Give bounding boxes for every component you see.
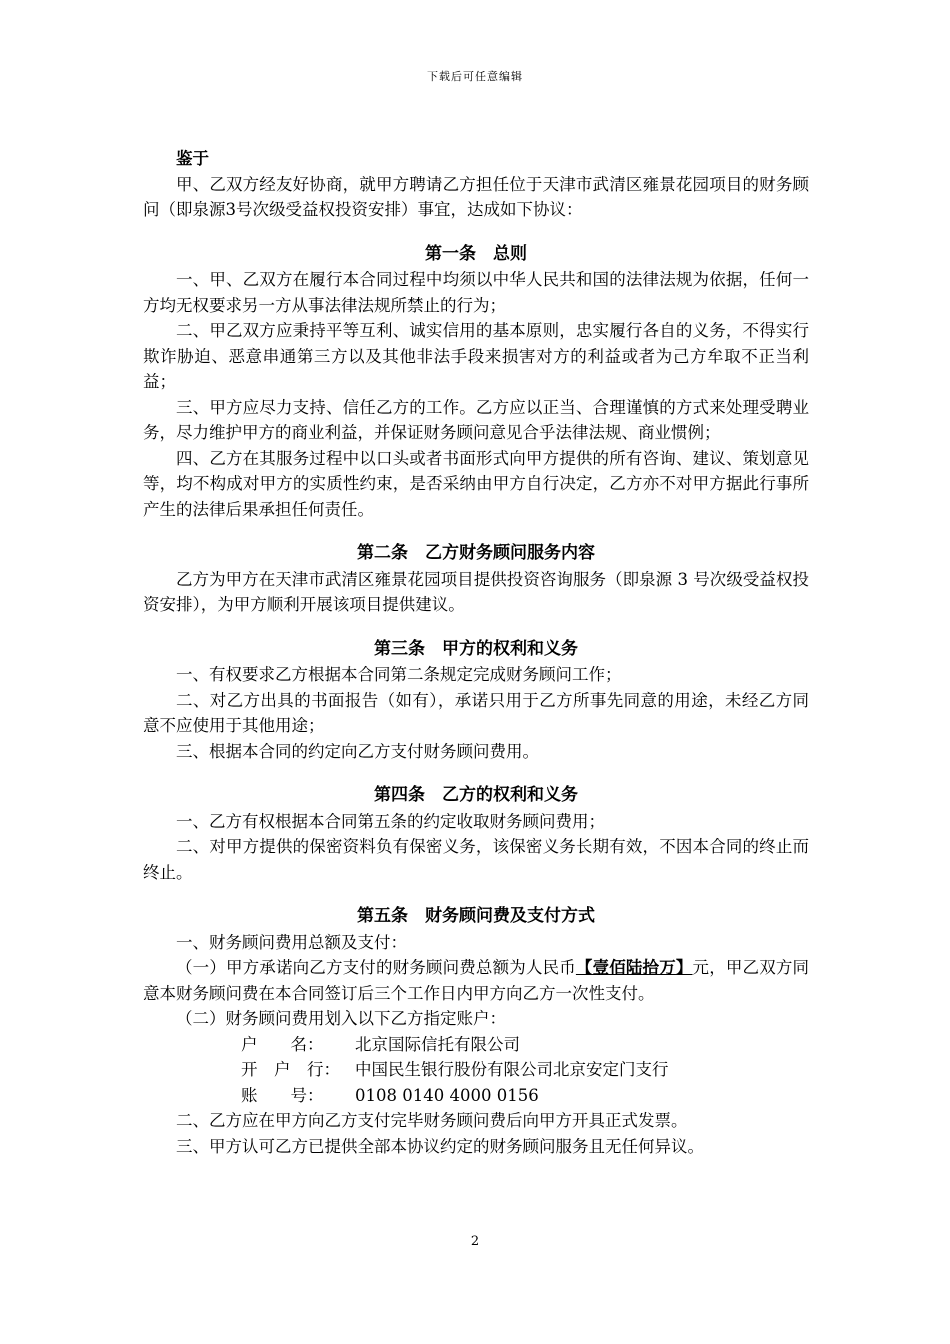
article-5-sub-1 (143, 955, 809, 1006)
article-2-text: 乙方为甲方在天津市武清区雍景花园项目提供投资咨询服务（即泉源 3 号次级受益权投资安排），为甲方顺利开展该项目提供建议。 (143, 569, 809, 614)
preamble-heading: 鉴于 (176, 149, 209, 168)
article-3-item: 二、对乙方出具的书面报告（如有），承诺只用于乙方所事先同意的用途，未经乙方同意不应使用于其他用途； (143, 690, 809, 735)
fee-amount: 【壹佰陆拾万】 (575, 958, 693, 977)
account-label: 开 户 行： (241, 1060, 340, 1079)
sub-1-text-cont: 元，甲乙双方同意本财务顾问费在本合同签订后三个工作日内甲方向乙方一次性支付。 (143, 958, 810, 1003)
article-3-item: 一、有权要求乙方根据本合同第二条规定完成财务顾问工作； (176, 665, 622, 684)
account-value: 0108 0140 4000 0156 (355, 1085, 539, 1105)
preamble-text: 甲、乙双方经友好协商，就甲方聘请乙方担任位于天津市武清区雍景花园项目的财务顾问（即泉源3号次级受益权投资安排）事宜，达成如下协议： (143, 174, 809, 219)
article-5-item-3: 三、甲方认可乙方已提供全部本协议约定的财务顾问服务且无任何异议。 (176, 1136, 704, 1156)
article-5-sub-2: （二）财务顾问费用划入以下乙方指定账户： (176, 1009, 506, 1028)
article-2-title: 第二条 乙方财务顾问服务内容 (357, 543, 595, 563)
account-row-name (143, 1032, 809, 1058)
article-1-item: 四、乙方在其服务过程中以口头或者书面形式向甲方提供的所有咨询、建议、策划意见等，均不构成对甲方的实质性约束，是否采纳由甲方自行决定，乙方亦不对甲方据此行事所产生的法律后果承担任何责任。 (143, 448, 809, 519)
article-5-item-1: 一、财务顾问费用总额及支付： (176, 932, 407, 952)
article-5-item-2: 二、乙方应在甲方向乙方支付完毕财务顾问费后向甲方开具正式发票。 (176, 1111, 688, 1130)
page-number: 2 (470, 1234, 480, 1249)
account-label: 账 号： (241, 1085, 324, 1105)
document-body (143, 146, 809, 1159)
article-1-item: 一、甲、乙双方在履行本合同过程中均须以中华人民共和国的法律法规为依据，任何一方均无权要求另一方从事法律法规所禁止的行为； (143, 270, 809, 315)
article-3-item: 三、根据本合同的约定向乙方支付财务顾问费用。 (176, 741, 539, 761)
account-value: 北京国际信托有限公司 (355, 1034, 520, 1054)
account-value: 中国民生银行股份有限公司北京安定门支行 (355, 1060, 669, 1079)
account-row-bank (143, 1057, 809, 1083)
account-label: 户 名： (241, 1034, 324, 1054)
article-5-title: 第五条 财务顾问费及支付方式 (357, 906, 595, 926)
article-1-item: 二、甲乙双方应秉持平等互利、诚实信用的基本原则，忠实履行各自的义务，不得实行欺诈胁迫、恶意串通第三方以及其他非法手段来损害对方的利益或者为己方牟取不正当利益； (143, 321, 809, 391)
page-header: 下载后可任意编辑 (427, 70, 523, 83)
account-row-number (143, 1083, 809, 1109)
article-4-item: 一、乙方有权根据本合同第五条的约定收取财务顾问费用； (176, 811, 605, 831)
article-4-title: 第四条 乙方的权利和义务 (374, 785, 578, 805)
article-1-item: 三、甲方应尽力支持、信任乙方的工作。乙方应以正当、合理谨慎的方式来处理受聘业务，尽力维护甲方的商业利益，并保证财务顾问意见合乎法律法规、商业惯例； (143, 397, 809, 442)
article-3-title: 第三条 甲方的权利和义务 (374, 638, 578, 659)
article-4-item: 二、对甲方提供的保密资料负有保密义务，该保密义务长期有效，不因本合同的终止而终止。 (143, 837, 809, 882)
article-1-title: 第一条 总则 (425, 243, 527, 264)
sub-1-text: （一）甲方承诺向乙方支付的财务顾问费总额为人民币 (176, 958, 576, 977)
